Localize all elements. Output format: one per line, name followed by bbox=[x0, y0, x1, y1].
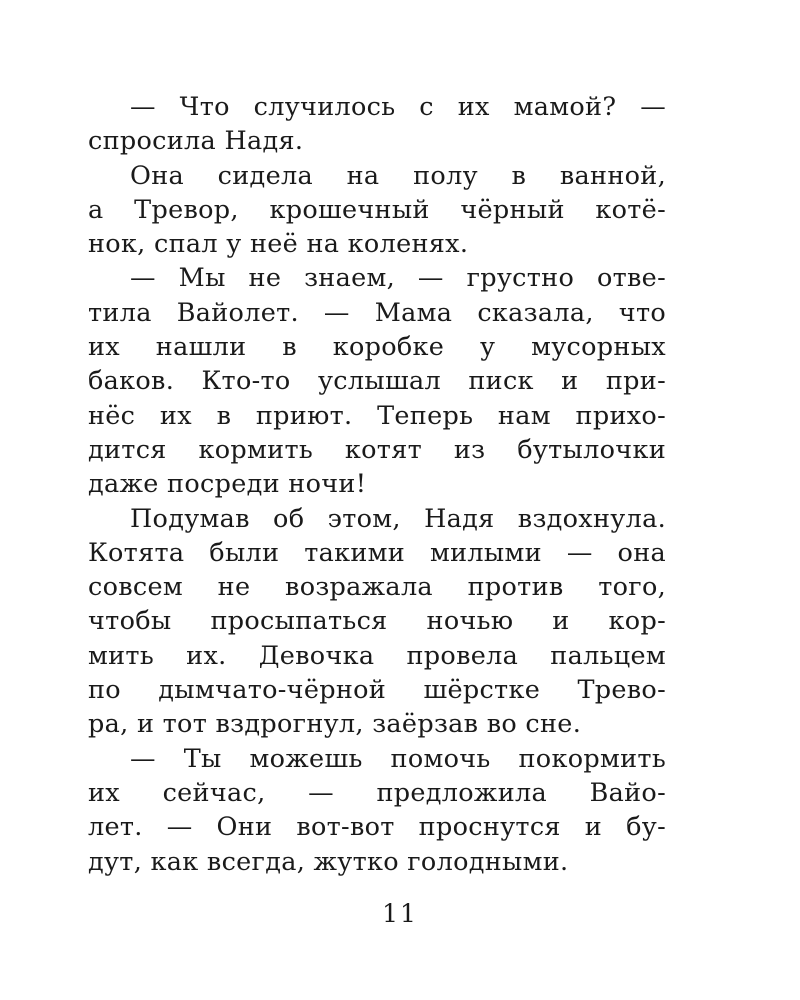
text-line: — Мы не знаем, — грустно отве- bbox=[130, 263, 666, 294]
page-number: 11 bbox=[382, 899, 418, 928]
text-line: — Что случилось с их мамой? — bbox=[130, 92, 666, 122]
text-line: их нашли в коробке у мусорных bbox=[88, 332, 666, 363]
text-line: даже посреди ночи! bbox=[88, 469, 367, 500]
text-line: спросила Надя. bbox=[88, 126, 304, 157]
text-line: дится кормить котят из бутылочки bbox=[88, 434, 666, 465]
text-line: а Тревор, крошечный чёрный котё- bbox=[88, 194, 666, 225]
text-line: нёс их в приют. Теперь нам прихо- bbox=[88, 400, 666, 431]
text-line: чтобы просыпаться ночью и кор- bbox=[88, 606, 666, 637]
text-line: Котята были такими милыми — она bbox=[88, 537, 666, 568]
body-text bbox=[88, 90, 666, 879]
paragraph bbox=[88, 742, 666, 879]
text-line: тила Вайолет. — Мама сказала, что bbox=[88, 297, 666, 328]
text-line: нок, спал у неё на коленях. bbox=[88, 229, 469, 260]
text-line: баков. Кто-то услышал писк и при- bbox=[88, 366, 666, 397]
text-line: их сейчас, — предложила Вайо- bbox=[88, 777, 666, 808]
paragraph bbox=[88, 502, 666, 742]
text-line: — Ты можешь помочь покормить bbox=[130, 743, 666, 774]
paragraph bbox=[88, 261, 666, 501]
text-line: Она сидела на полу в ванной, bbox=[130, 160, 666, 191]
text-line: ра, и тот вздрогнул, заёрзав во сне. bbox=[88, 709, 582, 740]
paragraph bbox=[88, 90, 666, 159]
paragraph bbox=[88, 159, 666, 262]
text-line: по дымчато-чёрной шёрстке Трево- bbox=[88, 675, 666, 706]
text-line: лет. — Они вот-вот проснутся и бу- bbox=[88, 812, 666, 843]
text-line: дут, как всегда, жутко голодными. bbox=[88, 846, 569, 877]
text-line: совсем не возражала против того, bbox=[88, 572, 666, 603]
text-line: мить их. Девочка провела пальцем bbox=[88, 640, 666, 671]
text-line: Подумав об этом, Надя вздохнула. bbox=[130, 503, 666, 534]
